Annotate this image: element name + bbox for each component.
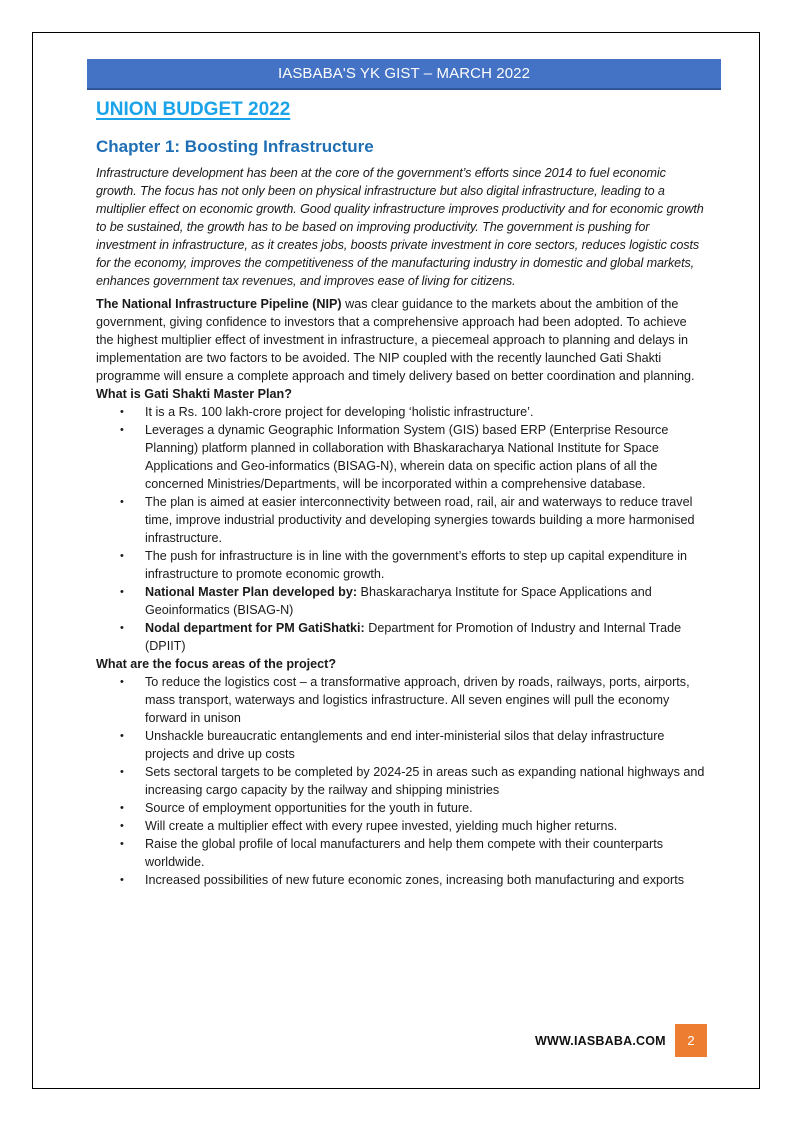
bullet-icon: • <box>120 622 124 634</box>
footer-website-link[interactable]: WWW.IASBABA.COM <box>535 1034 666 1048</box>
bullet-icon: • <box>120 874 124 886</box>
list-item: • Source of employment opportunities for the youth in future. <box>120 801 473 815</box>
bullet-icon: • <box>120 802 124 814</box>
intro-paragraph: Infrastructure development has been at the core of the government’s efforts since 2014 to fuel economic growth. The focus has not only been on physical infrastructure but also digital infrastructure, leading to a multiplier effect on economic growth. Good quality infrastructure improves productivity and for economic growth to be sustained, the growth has to be based on improving productivity. The government is pushing for investment in infrastructure, as it creates jobs, boosts private investment in core sectors, reduces logistic costs for the economy, improves the competitiveness of the manufacturing industry in domestic and global markets, enhances government tax revenues, and improves ease of living for citizens. <box>96 166 704 288</box>
bullet-icon: • <box>120 838 124 850</box>
list-item: • National Master Plan developed by: Bhaskaracharya Institute for Space Applications and Geoinformatics (BISAG-N) <box>120 585 652 617</box>
nip-bold-lead: The National Infrastructure Pipeline (NIP) <box>96 297 342 311</box>
bullet-icon: • <box>120 406 124 418</box>
bullet-icon: • <box>120 496 124 508</box>
bullet-icon: • <box>120 766 124 778</box>
list-item: • Leverages a dynamic Geographic Information System (GIS) based ERP (Enterprise Resource Planning) platform planned in collaboration with Bhaskaracharya National Institute for Space Applications and Geo-informatics (BISAG-N), wherein data on specific action plans of all the concerned Ministries/Departments, will be incorporated within a comprehensive database. <box>120 423 669 491</box>
list-item: • To reduce the logistics cost – a transformative approach, driven by roads, railways, ports, airports, mass transport, waterways and logistics infrastructure. All seven engines will pull the economy forward in unison <box>120 675 690 725</box>
page-number-badge <box>675 1024 707 1057</box>
chapter-title: Chapter 1: Boosting Infrastructure <box>96 137 374 156</box>
page-number: 2 <box>687 1033 695 1048</box>
main-title: UNION BUDGET 2022 <box>96 99 291 120</box>
list-item: • The plan is aimed at easier interconnectivity between road, rail, air and waterways to reduce travel time, improve industrial productivity and developing synergies towards building a more harmonised infrastructure. <box>120 495 695 545</box>
header-title: IASBABA'S YK GIST – MARCH 2022 <box>277 65 531 82</box>
section-heading-focus-areas: What are the focus areas of the project? <box>96 657 337 671</box>
section-heading-master-plan: What is Gati Shakti Master Plan? <box>96 387 292 401</box>
list-item: • Increased possibilities of new future economic zones, increasing both manufacturing and exports <box>120 873 685 887</box>
list-item: • Raise the global profile of local manufacturers and help them compete with their counterparts worldwide. <box>120 837 664 869</box>
bullet-icon: • <box>120 586 124 598</box>
bullet-icon: • <box>120 676 124 688</box>
header-banner <box>87 59 721 90</box>
bullet-icon: • <box>120 550 124 562</box>
list-item: • Sets sectoral targets to be completed by 2024-25 in areas such as expanding national highways and increasing cargo capacity by the railway and shipping ministries <box>120 765 705 797</box>
master-plan-bullet-list <box>96 403 706 655</box>
list-item: • Unshackle bureaucratic entanglements and end inter-ministerial silos that delay infrastructure projects and drive up costs <box>120 729 665 761</box>
focus-areas-bullet-list <box>96 673 706 889</box>
bullet-icon: • <box>120 730 124 742</box>
list-item: • It is a Rs. 100 lakh-crore project for developing ‘holistic infrastructure’. <box>120 405 534 419</box>
bullet-icon: • <box>120 424 124 436</box>
list-item: • Nodal department for PM GatiShatki: Department for Promotion of Industry and Internal Trade (DPIIT) <box>120 621 682 653</box>
nip-text: was clear guidance to the markets about the ambition of the government, giving confidence to investors that a comprehensive approach had been adopted. To achieve the highest multiplier effect of investment in infrastructure, a piecemeal approach to planning and delays in implementation are two factors to be avoided. The NIP coupled with the recently launched Gati Shakti programme will ensure a complete approach and timely delivery based on better coordination and planning. <box>96 297 695 383</box>
document-body <box>96 96 706 889</box>
list-item: • Will create a multiplier effect with every rupee invested, yielding much higher returns. <box>120 819 618 833</box>
bullet-icon: • <box>120 820 124 832</box>
list-item: • The push for infrastructure is in line with the government’s efforts to step up capital expenditure in infrastructure to promote economic growth. <box>120 549 688 581</box>
nip-paragraph <box>96 295 706 385</box>
